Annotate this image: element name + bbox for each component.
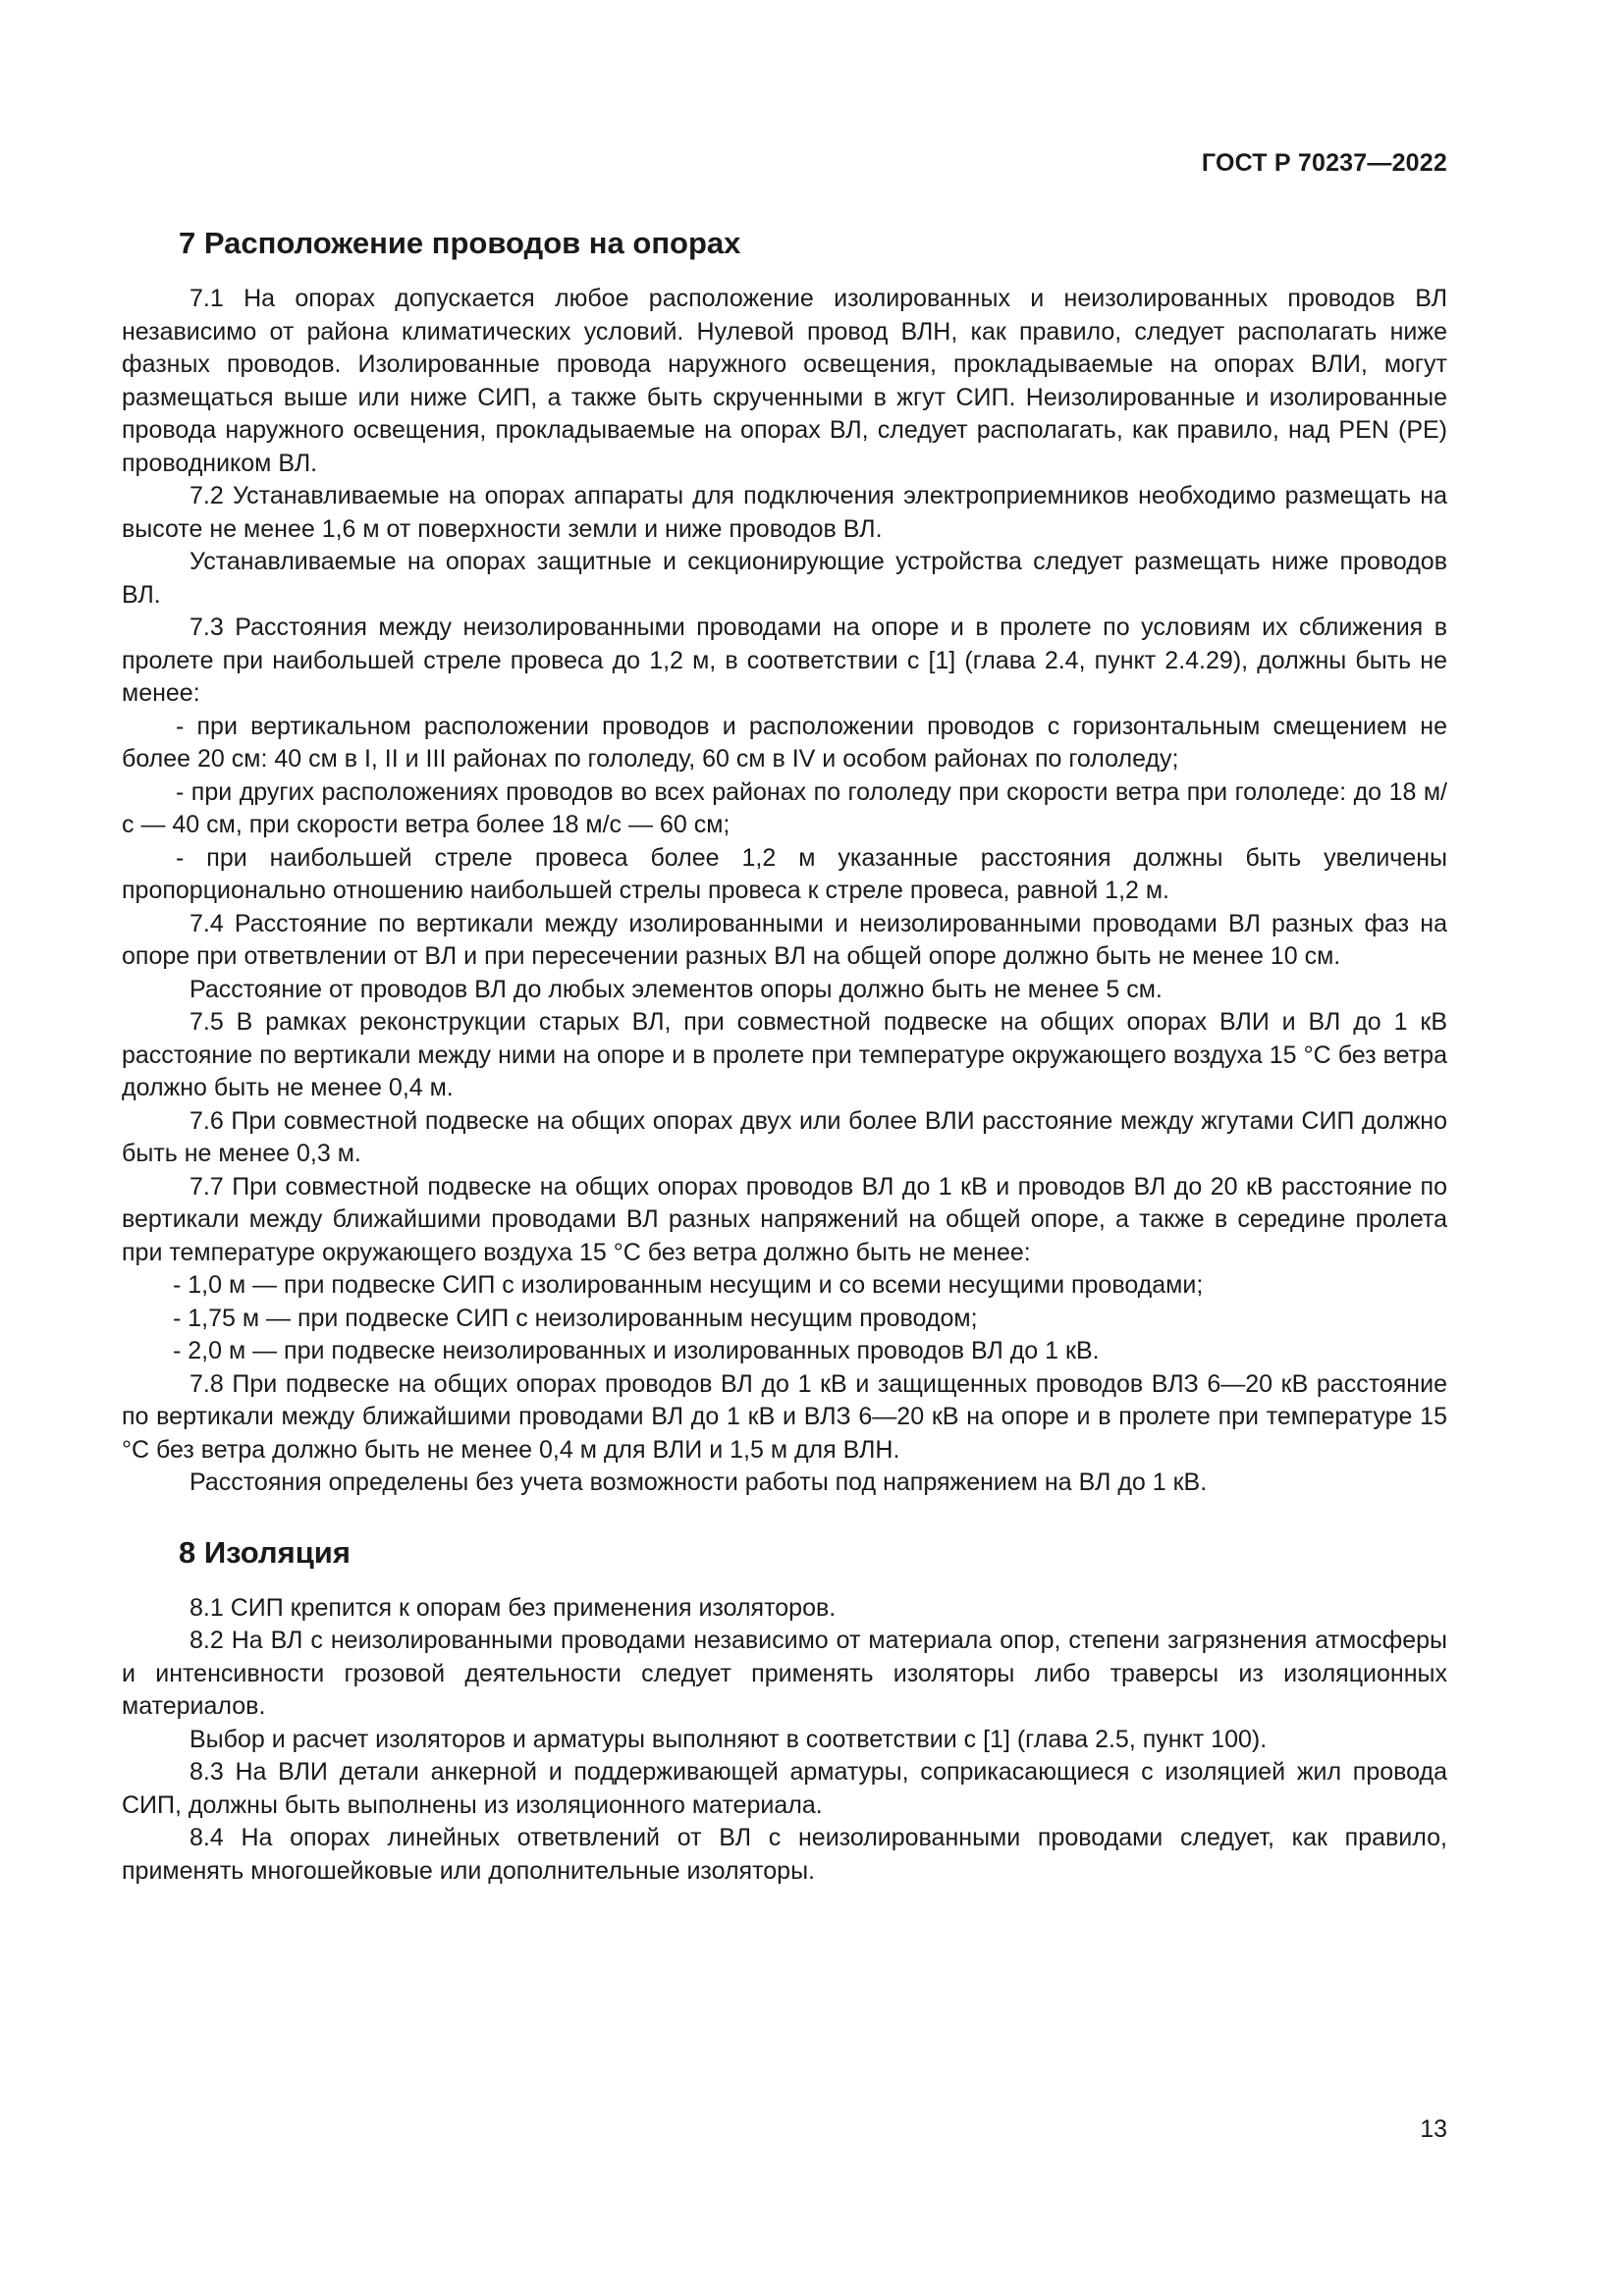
section-7-title: 7 Расположение проводов на опорах	[179, 226, 741, 260]
section-8-title: 8 Изоляция	[179, 1534, 351, 1570]
list-item-7-3-b: - при других расположениях проводов во всех районах по гололеду при скорости ветра при гололеде: до 18 м/с — 40 см, при скорости ветра более 18 м/с — 60 см;	[122, 777, 1447, 838]
paragraph-7-2: 7.2 Устанавливаемые на опорах аппараты для подключения электроприемников необходимо размещать на высоте не менее 1,6 м от поверхности земли и ниже проводов ВЛ.	[122, 482, 1447, 543]
paragraph-7-1: 7.1 На опорах допускается любое расположение изолированных и неизолированных проводов ВЛ независимо от района климатических условий. Нулевой провод ВЛН, как правило, следует располагать ниже фазных проводов. Изолированные провода наружного освещения, прокладываемые на опорах ВЛИ, могут размещаться выше или ниже СИП, а также быть скрученными в жгут СИП. Неизолированные и изолированные провода наружного освещения, прокладываемые на опорах ВЛ, следует располагать, как правило, над PEN (PE) проводником ВЛ.	[122, 285, 1447, 477]
paragraph-7-7: 7.7 При совместной подвеске на общих опорах проводов ВЛ до 1 кВ и проводов ВЛ до 20 кВ расстояние по вертикали между ближайшими проводами ВЛ разных напряжений на общей опоре, а также в середине пролета при температуре окружающего воздуха 15 °С без ветра должно быть не менее:	[122, 1172, 1447, 1266]
paragraph-7-4: 7.4 Расстояние по вертикали между изолированными и неизолированными проводами ВЛ разных фаз на опоре при ответвлении от ВЛ и при пересечении разных ВЛ на общей опоре должно быть не менее 10 см.	[122, 909, 1447, 970]
list-item-7-7-a: - 1,0 м — при подвеске СИП с изолированным несущим и со всеми несущими проводами;	[173, 1271, 1204, 1299]
paragraph-7-8-note: Расстояния определены без учета возможности работы под напряжением на ВЛ до 1 кВ.	[189, 1468, 1208, 1496]
page-number: 13	[1420, 2115, 1447, 2143]
document-designation: ГОСТ Р 70237—2022	[1201, 149, 1447, 177]
list-item-7-3-a: - при вертикальном расположении проводов и расположении проводов с горизонтальным смещением не более 20 см: 40 см в I, II и III районах по гололеду, 60 см в IV и особом районах по гололеду;	[122, 712, 1447, 773]
paragraph-7-8: 7.8 При подвеске на общих опорах проводов ВЛ до 1 кВ и защищенных проводов ВЛЗ 6—20 кВ расстояние по вертикали между ближайшими проводами ВЛ до 1 кВ и ВЛЗ 6—20 кВ на опоре и в пролете при температуре 15 °С без ветра должно быть не менее 0,4 м для ВЛИ и 1,5 м для ВЛН.	[122, 1369, 1447, 1464]
paragraph-8-4: 8.4 На опорах линейных ответвлений от ВЛ с неизолированными проводами следует, как правило, применять многошейковые или дополнительные изоляторы.	[122, 1824, 1447, 1885]
list-item-7-7-b: - 1,75 м — при подвеске СИП с неизолированным несущим проводом;	[173, 1304, 978, 1332]
paragraph-7-4-note: Расстояние от проводов ВЛ до любых элементов опоры должно быть не менее 5 см.	[189, 975, 1163, 1003]
list-item-7-7-c: - 2,0 м — при подвеске неизолированных и изолированных проводов ВЛ до 1 кВ.	[173, 1337, 1100, 1364]
paragraph-8-2: 8.2 На ВЛ с неизолированными проводами независимо от материала опор, степени загрязнения атмосферы и интенсивности грозовой деятельности следует применять изоляторы либо траверсы из изоляционных материалов.	[122, 1627, 1447, 1720]
paragraph-7-3: 7.3 Расстояния между неизолированными проводами на опоре и в пролете по условиям их сближения в пролете при наибольшей стреле провеса до 1,2 м, в соответствии с [1] (глава 2.4, пункт 2.4.29), должны быть не менее:	[122, 614, 1447, 707]
paragraph-8-1: 8.1 СИП крепится к опорам без применения изоляторов.	[189, 1593, 837, 1622]
paragraph-8-2-note: Выбор и расчет изоляторов и арматуры выполняют в соответствии с [1] (глава 2.5, пункт 100).	[189, 1725, 1268, 1753]
list-item-7-3-c: - при наибольшей стреле провеса более 1,2 м указанные расстояния должны быть увеличены пропорционально отношению наибольшей стрелы провеса к стреле провеса, равной 1,2 м.	[122, 843, 1447, 904]
paragraph-8-3: 8.3 На ВЛИ детали анкерной и поддерживающей арматуры, соприкасающиеся с изоляцией жил провода СИП, должны быть выполнены из изоляционного материала.	[122, 1758, 1447, 1819]
paragraph-7-6: 7.6 При совместной подвеске на общих опорах двух или более ВЛИ расстояние между жгутами СИП должно быть не менее 0,3 м.	[122, 1106, 1447, 1167]
paragraph-7-2-note: Устанавливаемые на опорах защитные и секционирующие устройства следует размещать ниже проводов ВЛ.	[122, 548, 1447, 609]
page-content	[122, 224, 1447, 1888]
paragraph-7-5: 7.5 В рамках реконструкции старых ВЛ, при совместной подвеске на общих опорах ВЛИ и ВЛ до 1 кВ расстояние по вертикали между ними на опоре и в пролете при температуре окружающего воздуха 15 °С без ветра должно быть не менее 0,4 м.	[122, 1008, 1447, 1101]
